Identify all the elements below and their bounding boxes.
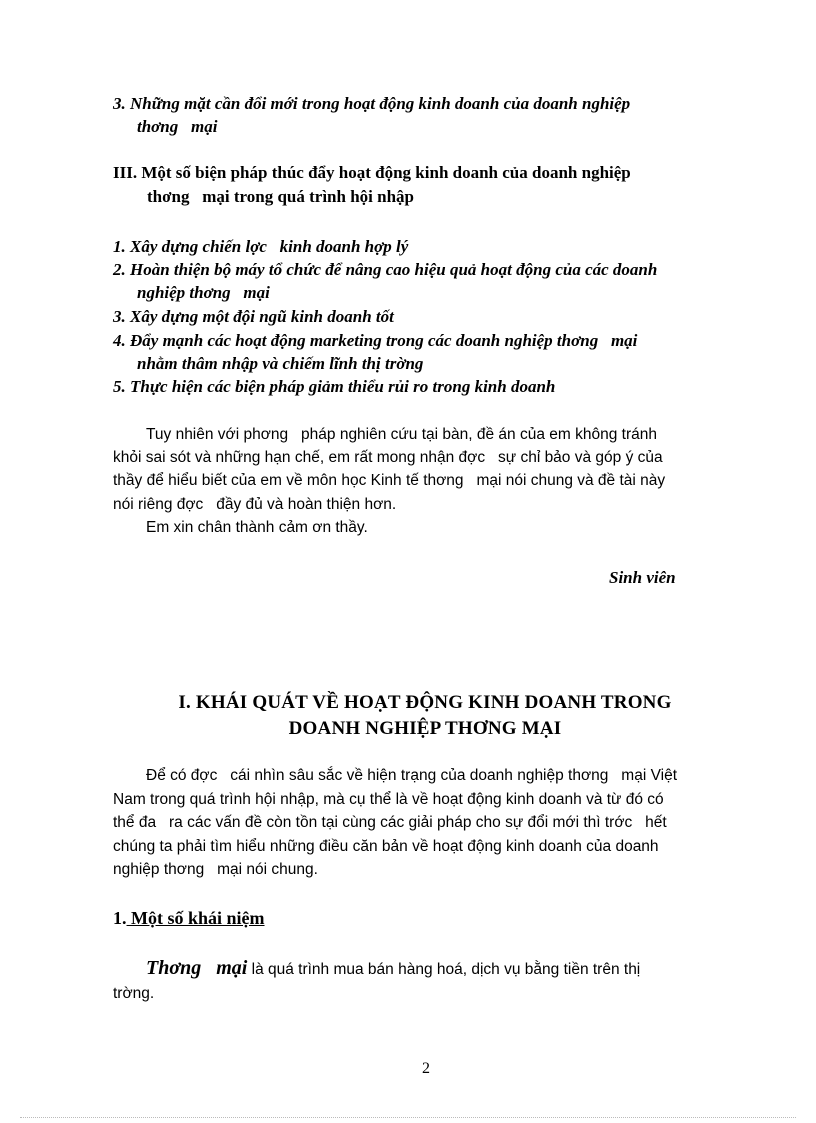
definition-term: Thơng mại — [146, 957, 248, 979]
intro-line-4: chúng ta phải tìm hiểu những điều căn bản về hoạt động kinh doanh của doanh — [113, 838, 659, 855]
subsection-heading — [113, 907, 265, 929]
chapter-title-line2: DOANH NGHIỆP THƠNG MẠI — [288, 718, 562, 739]
closing-line-1: Tuy nhiên với phơng pháp nghiên cứu tại bàn, đề án của em không tránh — [146, 426, 657, 443]
section-3-heading-line2: thơng mại trong quá trình hội nhập — [147, 187, 415, 206]
page-bottom-divider — [20, 1117, 796, 1118]
definition-line-2: trờng. — [113, 985, 155, 1002]
closing-line-4: nói riêng đợc đầy đủ và hoàn thiện hơn. — [113, 496, 397, 513]
page-number: 2 — [422, 1060, 430, 1077]
subsection-number: 1. — [113, 908, 127, 928]
measure-1: 1. Xây dựng chiến lợc kinh doanh hợp lý — [113, 237, 409, 256]
measure-4-line1: 4. Đẩy mạnh các hoạt động marketing trong các doanh nghiệp thơng mại — [113, 331, 638, 350]
outline-item-3-line2: thơng mại — [137, 117, 218, 136]
measure-3: 3. Xây dựng một đội ngũ kinh doanh tốt — [113, 307, 394, 326]
closing-line-2: khỏi sai sót và những hạn chế, em rất mong nhận đợc sự chỉ bảo và góp ý của — [113, 449, 663, 466]
closing-line-3: thầy để hiểu biết của em về môn học Kinh tế thơng mại nói chung và đề tài này — [113, 472, 666, 489]
chapter-title-line1: I. KHÁI QUÁT VỀ HOẠT ĐỘNG KINH DOANH TRONG — [178, 692, 672, 713]
measure-5: 5. Thực hiện các biện pháp giảm thiểu rủi ro trong kinh doanh — [113, 377, 556, 396]
definition-line-1 — [146, 957, 640, 981]
measure-2-line2: nghiệp thơng mại — [137, 283, 270, 302]
intro-line-3: thể đa ra các vấn đề còn tồn tại cùng các giải pháp cho sự đổi mới thì trớc hết — [113, 814, 667, 831]
intro-line-5: nghiệp thơng mại nói chung. — [113, 861, 318, 878]
section-3-heading-line1: III. Một số biện pháp thúc đẩy hoạt động kinh doanh của doanh nghiệp — [113, 163, 631, 182]
intro-line-1: Để có đợc cái nhìn sâu sắc về hiện trạng của doanh nghiệp thơng mại Việt — [146, 767, 678, 784]
measure-4-line2: nhằm thâm nhập và chiếm lĩnh thị trờng — [137, 354, 424, 373]
measure-2-line1: 2. Hoàn thiện bộ máy tổ chức để nâng cao hiệu quả hoạt động của các doanh — [113, 260, 658, 279]
outline-item-3-line1: 3. Những mặt cần đổi mới trong hoạt động kinh doanh của doanh nghiệp — [113, 94, 631, 113]
subsection-title: Một số khái niệm — [126, 908, 265, 928]
closing-thanks: Em xin chân thành cảm ơn thầy. — [146, 519, 368, 536]
intro-line-2: Nam trong quá trình hội nhập, mà cụ thể là về hoạt động kinh doanh và từ đó có — [113, 791, 664, 808]
signature: Sinh viên — [609, 568, 676, 587]
definition-text: là quá trình mua bán hàng hoá, dịch vụ bằng tiền trên thị — [247, 961, 641, 978]
